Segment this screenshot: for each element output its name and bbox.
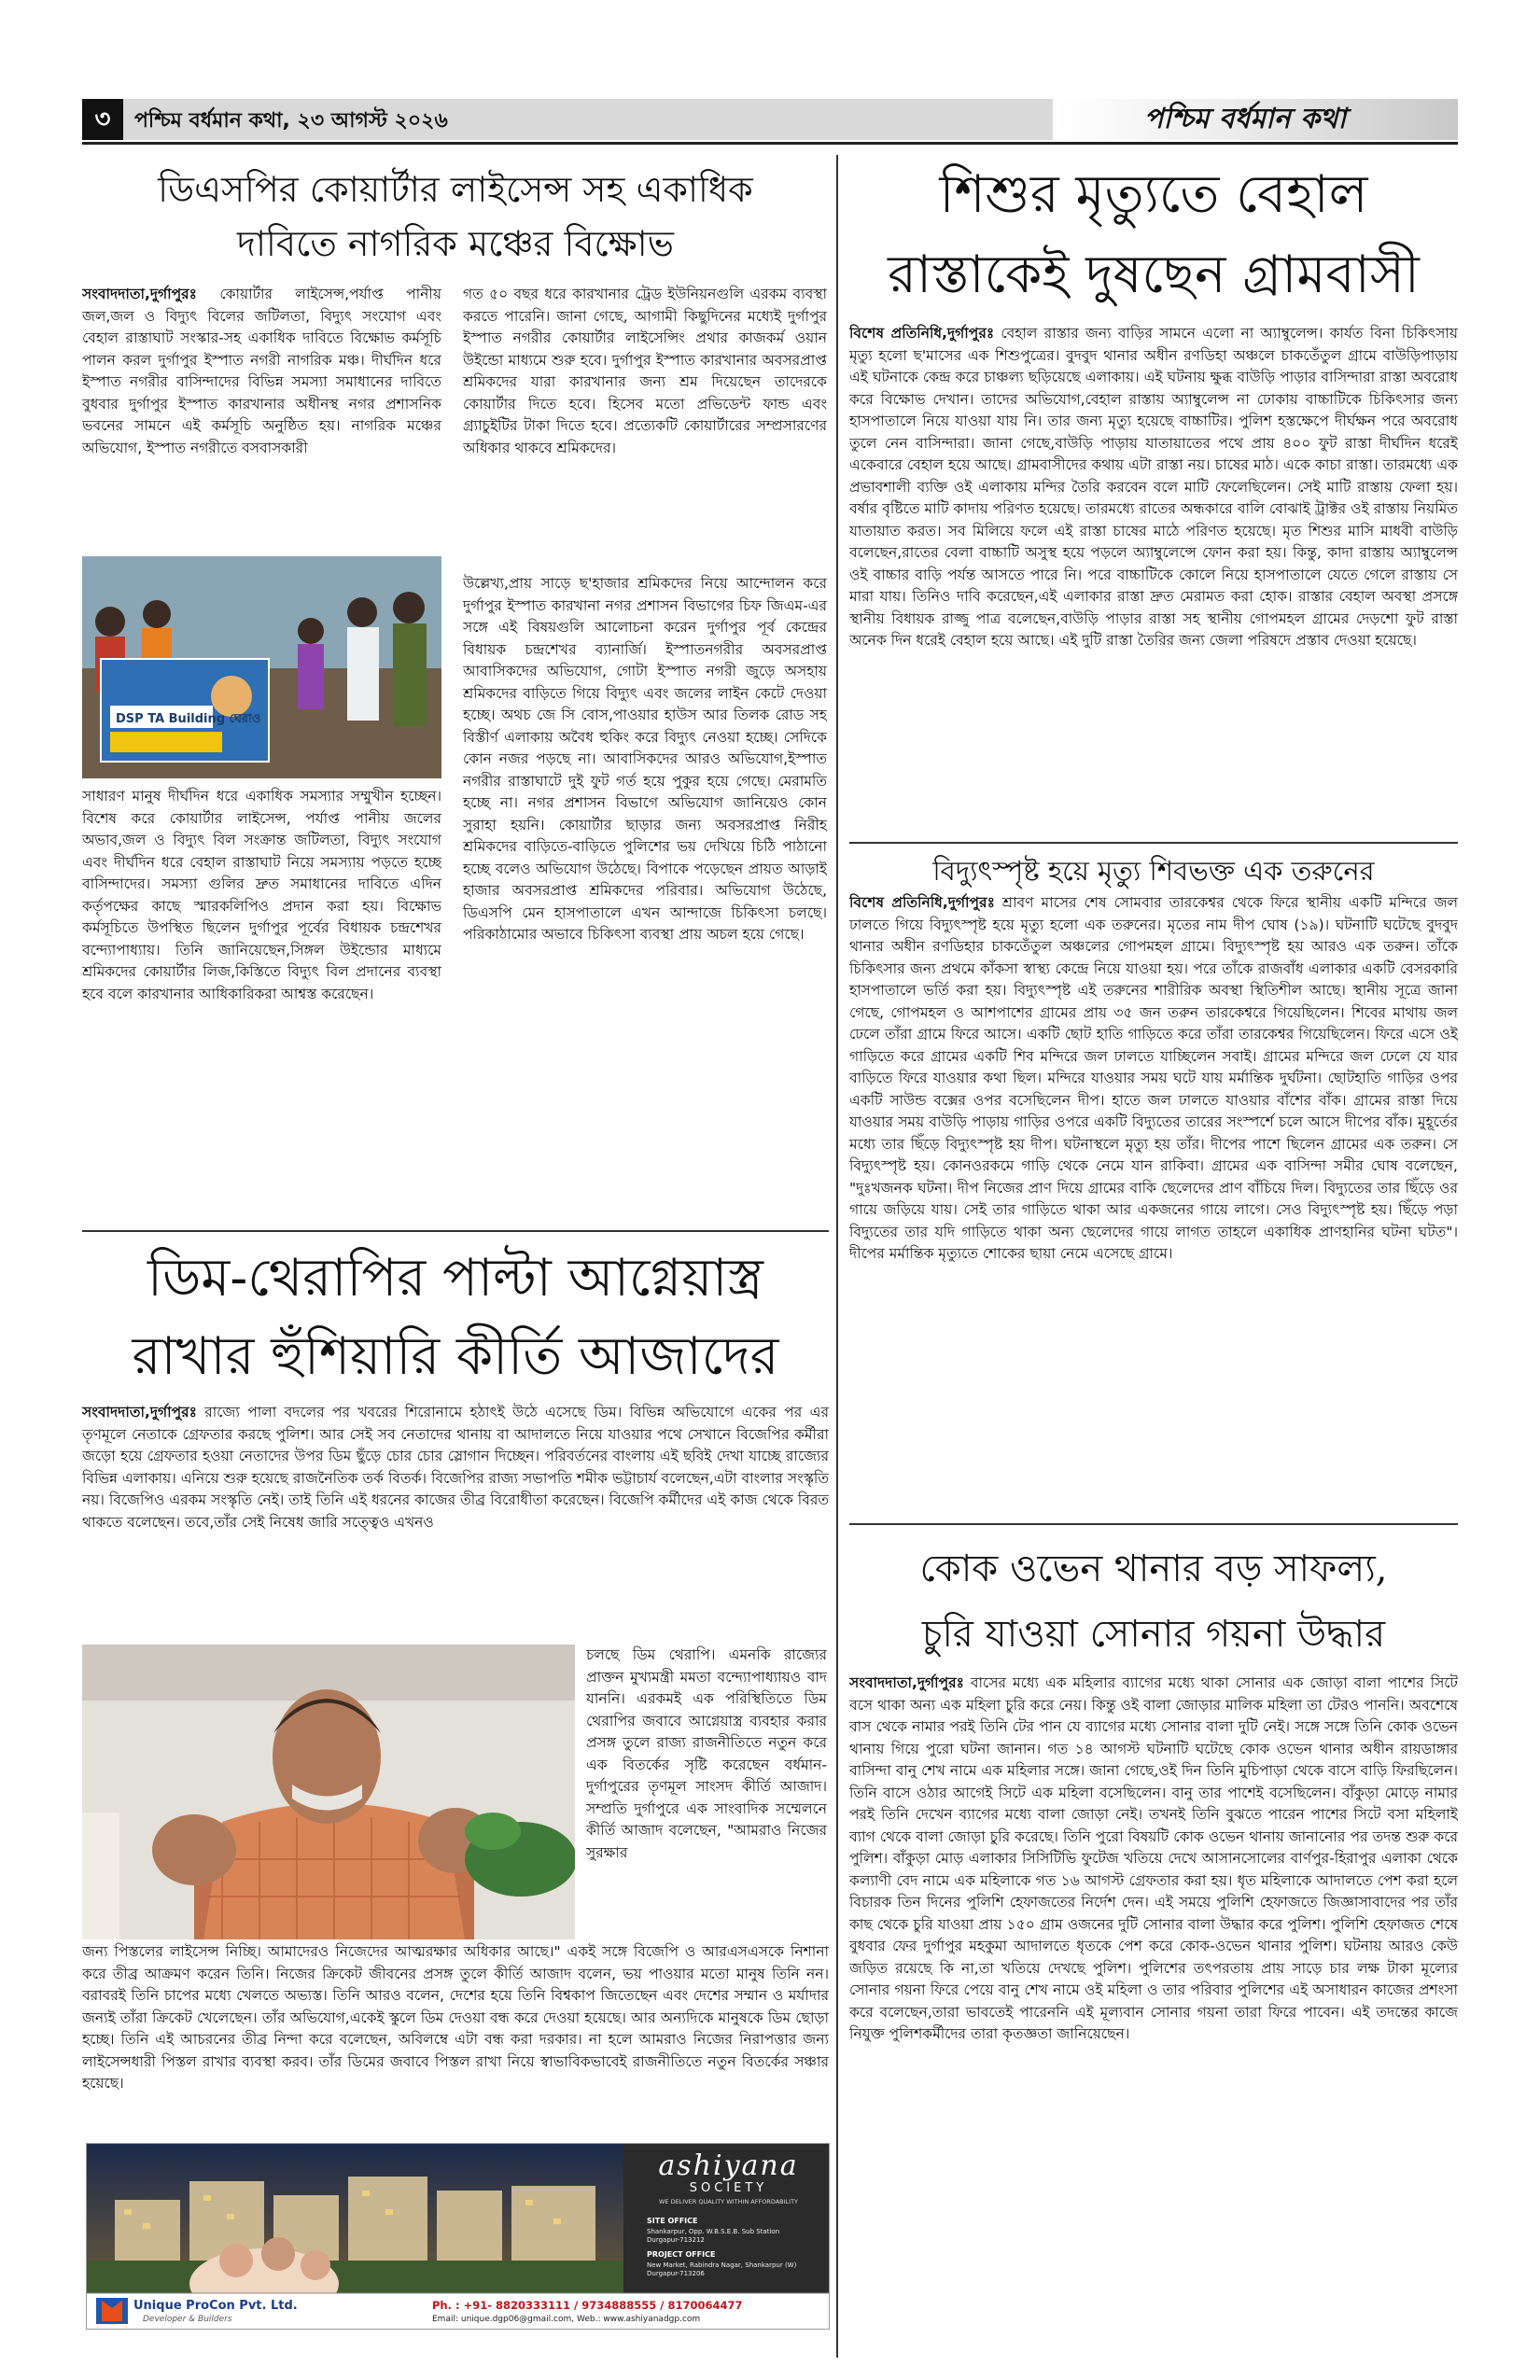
article2-bottom [82, 1941, 829, 2133]
article2-headline-line1: ডিম-থেরাপির পাল্টা আগ্নেয়াস্ত্র [147, 1248, 763, 1309]
article3-headline-line2: রাস্তাকেই দুষছেন গ্রামবাসী [888, 245, 1420, 305]
article2-kirti-azad-photo [82, 1645, 575, 1939]
ad-email: Email: unique.dgp06@gmail.com, Web.: www.ashiyanadgp.com [432, 2315, 701, 2324]
page-number: ৩ [82, 99, 123, 140]
ad-phone: Ph. : +91- 8820333111 / 9734888555 / 8170064477 [432, 2299, 743, 2312]
article2-lead: সংবাদদাতা,দুর্গাপুরঃ [82, 1404, 197, 1421]
protest-photo-svg [82, 556, 441, 778]
article4-headline-text: বিদ্যুৎস্পৃষ্ট হয়ে মৃত্যু শিবভক্ত এক তরুনের [932, 855, 1375, 887]
protest-banner-text: DSP TA Building ঘেরাও [116, 712, 261, 726]
ad-brand: ashiyana [658, 2149, 799, 2182]
article4-headline [849, 849, 1458, 892]
article3-headline [849, 155, 1458, 315]
ad-tagline: WE DELIVER QUALITY WITHIN AFFORDABILITY [658, 2198, 799, 2205]
article1-col2-bottom [463, 573, 827, 1225]
article3-body [849, 323, 1458, 834]
ad-company: Unique ProCon Pvt. Ltd. [133, 2299, 298, 2313]
article5-headline [849, 1536, 1458, 1667]
kirti-azad-photo-svg [82, 1645, 575, 1939]
ad-project-office-label: PROJECT OFFICE [647, 2250, 716, 2259]
ad-site-office-label: SITE OFFICE [647, 2217, 698, 2225]
article2-side-text: চলছে ডিম থেরাপি। এমনকি রাজ্যের প্রাক্তন মুখ্যমন্ত্রী মমতা বন্দ্যোপাধ্যায়ও বাদ যাননি। এরকমই এক পরিস্থিতিতে ডিম থেরাপির জবাবে আগ্নেয়াস্ত্র ব্যবহার করার প্রসঙ্গ তুলে রাজ্য রাজনীতিতে নতুন করে এক বিতর্কের সৃষ্টি করেছেন বর্ধমান-দুর্গাপুরের তৃণমূল সাংসদ কীর্তি আজাদ। সম্প্রতি দুর্গাপুরে এক সাংবাদিক সম্মেলনে কীর্তি আজাদ বলেছেন, "আমরাও নিজের সুরক্ষার [586, 1646, 827, 1861]
page-header [82, 99, 1458, 145]
ad-company-sub: Developer & Builders [143, 2315, 232, 2324]
article1-headline-line1: ডিএসপির কোয়ার্টার লাইসেন্স সহ একাধিক [158, 169, 753, 210]
dateline: পশ্চিম বর্ধমান কথা, ২৩ আগস্ট ২০২৬ [134, 109, 448, 133]
article5-lead: সংবাদদাতা,দুর্গাপুরঃ [849, 1674, 964, 1691]
article2-side [586, 1645, 827, 1939]
article1-col2-bottom-text: উল্লেখ্য,প্রায় সাড়ে ছ'হাজার শ্রমিকদের নিয়ে আন্দোলন করে দুর্গাপুর ইস্পাত কারখানা নগর প্রশাসন বিভাগের চিফ জিএম-এর সঙ্গে এই বিষয়গুলি আলোচনা করেন দুর্গাপুর পূর্ব কেন্দ্রের বিধায়ক চন্দ্রশেখর ব্যানার্জি। ইস্পাতনগরীর অবসরপ্রাপ্ত আবাসিকদের অভিযোগ, গোটা ইস্পাত নগরী জুড়ে অসহায় শ্রমিকদের বাড়িতে গিয়ে বিদ্যুৎ এবং জলের লাইন কেটে দেওয়া হচ্ছে। অথচ জে সি বোস,পাওয়ার হাউস আর তিলক রোড সহ বিস্তীর্ণ এলাকায় অবৈধ হুকিং করে বিদ্যুৎ নেওয়া হচ্ছে। সেদিকে কোন নজর পড়ছে না। আবাসিকদের আরও অভিযোগ,ইস্পাত নগরীর রাস্তাঘাটে দুই ফুট গর্ত হয়ে পুকুর হয়ে গেছে। মেরামতি হচ্ছে না। নগর প্রশাসন বিভাগে অভিযোগ জানিয়েও কোন সুরাহা হয়নি। কোয়ার্টার ছাড়ার জন্য অবসরপ্রাপ্ত নিরীহ শ্রমিকদের বাড়িতে-বাড়িতে পুলিশের ভয় দেখিয়ে চিঠি পাঠানো হচ্ছে বলেও অভিযোগ উঠেছে। বিপাকে পড়েছেন প্রায়ত আড়াই হাজার অবসরপ্রাপ্ত শ্রমিকদের পরিবার। অভিযোগ উঠেছে, ডিএসপি মেন হাসপাতালে এখন আন্দাজে চিকিৎসা চলছে। পরিকাঠামোর অভাবে চিকিৎসা ব্যবস্থা প্রায় অচল হয়ে গেছে। [463, 575, 827, 943]
newspaper-page [82, 99, 1458, 2358]
article5-body [849, 1673, 1458, 2345]
ad-project-office: New Market, Rabindra Nagar, Shankarpur (W) Durgapur-713206 [647, 2261, 797, 2277]
article5-headline-line2: চুরি যাওয়া সোনার গয়না উদ্ধার [921, 1613, 1386, 1656]
article2-headline-line2: রাখার হুঁশিয়ারি কীর্তি আজাদের [132, 1326, 779, 1387]
article1-bottom-rule [82, 1230, 829, 1232]
article1-protest-photo [82, 556, 441, 778]
article1-lead: সংবাদদাতা,দুর্গাপুরঃ [82, 286, 197, 302]
article3-text: বেহাল রাস্তার জন্য বাড়ির সামনে এলো না অ্যাম্বুলেন্স। কার্যত বিনা চিকিৎসায় মৃত্যু হলো ছ'মাসের এক শিশুপুত্রের। বুদবুদ থানার অধীন রণডিহা অঞ্চলে চাকতেঁতুল গ্রামে বাউড়িপাড়ায় এই ঘটনাকে কেন্দ্র করে চাঞ্চল্য ছড়িয়েছে এলাকায়। এই ঘটনায় ক্ষুব্ধ বাউড়ি পাড়ার বাসিন্দারা রাস্তা অবরোধ করে বিক্ষোভ দেখান। তাদের অভিযোগ,বেহাল রাস্তায় অ্যাম্বুলেন্স না ঢোকায় বাচ্চাটিকে চিকিৎসার জন্য হাসপাতালে নিয়ে যাওয়া যায় নি। তার জন্য মৃত্যু হয়েছে বাচ্চাটির। পুলিশ হস্তক্ষেপে দীর্ঘক্ষন পরে অবরোধ তুলে নেন বাসিন্দারা। জানা গেছে,বাউড়ি পাড়ায় যাতায়াতের পথে প্রায় ৪০০ ফুট রাস্তা দীর্ঘদিন ধরেই একেবারে বেহাল হয়ে আছে। গ্রামবাসীদের কথায় এটা রাস্তা নয়। চাষের মাঠ। একে কাচা রাস্তা। তারমধ্যে এক প্রভাবশালী ব্যক্তি ওই এলাকায় মন্দির তৈরি করবেন বলে মাটি ফেলেছিলেন। সেই মাটি রাস্তায় ফেলা হয়। বর্ষার বৃষ্টিতে মাটি কাদায় পরিণত হয়েছে। তারমধ্যে রাতের অন্ধকারে বালি বোঝাই ট্রাক্টর ওই রাস্তায় নিয়মিত যাতায়াত করত। সব মিলিয়ে ফলে এই রাস্তা চাষের মাঠে পরিণত হয়েছে। মৃত শিশুর মাসি মাধবী বাউড়ি বলেছেন,রাতের বেলা বাচ্চাটি অসুস্থ হয়ে পড়লে অ্যাম্বুলেন্সে ফোন করা হয়। কিন্তু, কাদা রাস্তায় অ্যাম্বুলেন্স ওই বাচ্চার বাড়ি পর্যন্ত আসতে পারে নি। পরে বাচ্চাটিকে কোলে নিয়ে হাসপাতালে যেতে গেলে রাস্তায় সে মারা যায়। তিনিও দাবি করেছেন,এই এলাকার রাস্তা দ্রুত মেরামত করা হোক। রাস্তার বেহাল অবস্থা প্রসঙ্গে স্থানীয় বিধায়ক রাজ্জু পাত্র বলেছেন,বাউড়ি পাড়ার রাস্তা সহ স্থানীয় গোপমহল গ্রামের দেড়শো ফুট রাস্তা অনেক দিন ধরেই বেহাল হয়ে আছে। এই দুটি রাস্তা তৈরির জন্য জেলা পরিষদে প্রস্তাব দেওয়া হয়েছে। [849, 325, 1458, 649]
ad-brand-sub: SOCIETY [689, 2181, 768, 2195]
article2-top [82, 1402, 829, 1637]
article1-headline-line2: দাবিতে নাগরিক মঞ্চের বিক্ষোভ [237, 223, 674, 264]
article5-text: বাসের মধ্যে এক মহিলার ব্যাগের মধ্যে থাকা সোনার এক জোড়া বালা পাশের সিটে বসে থাকা অন্য এক মহিলা চুরি করে নেয়। কিন্তু ওই বালা জোড়ার মালিক মহিলা তা টেরও পাননি। অবশেষে বাস থেকে নামার পরই তিনি টের পান যে ব্যাগের মধ্যে সোনার বালা দুটি নেই। সঙ্গে সঙ্গে তিনি কোক ওভেন থানায় গিয়ে পুরো ঘটনা জানান। গত ১৪ আগস্ট ঘটনাটি ঘটেছে কোক ওভেন থানার অধীন রায়ডাঙ্গার বাসিন্দা বানু শেখ নামে এক মহিলার সঙ্গে। জানা গেছে,ওই দিন তিনি মুচিপাড়া থেকে বাসে বাড়ি ফিরছিলেন। তিনি বাসে ওঠার আগেই সিটে এক মহিলা বসেছিলেন। বানু তার পাশেই বসেছিলেন। বাঁকুড়া মোড়ে নামার পরই তিনি দেখেন ব্যাগের মধ্যে বালা জোড়া নেই। তখনই তিনি বুঝতে পারেন পাশের সিটে বসা মহিলাই ব্যাগ থেকে বালা জোড়া চুরি করেছে। তিনি পুরো বিষয়টি কোক ওভেন থানায় জানানোর পর তদন্ত শুরু করে পুলিশ। বাঁকুড়া মোড় এলাকার সিসিটিভি ফুটেজ খতিয়ে দেখে আসানসোলের বার্ণপুর-হিরাপুর এলাকা থেকে কল্যাণী বেদ নামে এক মহিলাকে গত ১৬ আগস্ট গ্রেফতার করা হয়। ধৃত মহিলাকে আদালতে পেশ করা হলে বিচারক তিন দিনের পুলিশি হেফাজতের নির্দেশ দেন। এই সময়ে পুলিশি হেফাজতে জিজ্ঞাসাবাদের পর তাঁর কাছ থেকে চুরি যাওয়া প্রায় ১৫০ গ্রাম ওজনের দুটি সোনার বালা উদ্ধার করে পুলিশ। পুলিশি হেফাজত শেষে বুধবার ফের দুর্গাপুর মহকুমা আদালতে ধৃতকে পেশ করে কোক-ওভেন থানার পুলিশ। ঘটনায় আরও কেউ জড়িত রয়েছে কি না,তা খতিয়ে দেখছে পুলিশ। পুলিশের তৎপরতায় প্রায় সাড়ে চার লক্ষ টাকা মূল্যের সোনার গয়না ফিরে পেয়ে বানু শেখ নামে ওই মহিলা ও তার পরিবার পুলিশের এই অসাধারন কাজের প্রশংসা করে বলেছেন,তারা ভাবতেই পারেননি এই মূল্যবান সোনার গয়না তারা ফিরে পাবেন। এই তদন্তের কাজে নিযুক্ত পুলিশকর্মীদের তারা কৃতজ্ঞতা জানিয়েছেন। [849, 1674, 1458, 2042]
article1-col2-top [463, 284, 827, 568]
ashiyana-advertisement[interactable] [86, 2143, 830, 2330]
article3-bottom-rule [849, 842, 1458, 844]
article1-col2-top-text: গত ৫০ বছর ধরে কারখানার ট্রেড ইউনিয়নগুলি এরকম ব্যবস্থা করতে পারেনি। জানা গেছে, আগামী কিছুদিনের মধ্যেই দুর্গাপুর ইস্পাত নগরীর কোয়ার্টার লাইসেন্সিং প্রথার কাজকর্ম ওয়ান উইন্ডো মাধ্যমে শুরু হবে। দুর্গাপুর ইস্পাত কারখানার অবসরপ্রাপ্ত শ্রমিকদের যারা কারখানার জন্য শ্রম দিয়েছেন তাদেরকে কোয়ার্টার দিতে হবে। হিসেব মতো প্রভিডেন্ট ফান্ড এবং গ্র্যাচুইটির টাকা দিতে হবে। প্রত্যেকটি কোয়ার্টারের সম্প্রসারণের অধিকার থাকবে শ্রমিকদের। [463, 286, 827, 456]
article1-col1-bottom [82, 786, 441, 1225]
article4-text: শ্রাবণ মাসের শেষ সোমবার তারকেশ্বর থেকে ফিরে স্থানীয় একটি মন্দিরে জল ঢালতে গিয়ে বিদ্যুৎস্পৃষ্ট হয়ে মৃত্যু হলো এক তরুনের। মৃতের নাম দীপ ঘোষ (১৯)। ঘটনাটি ঘটেছে বুদবুদ থানার অধীন রণডিহার চাকতেঁতুল অঞ্চলের গোপমহল গ্রামে। বিদ্যুৎস্পৃষ্ট হয় আরও এক তরুন। তাঁকে চিকিৎসার জন্য প্রথমে কাঁকসা স্বাস্থ্য কেন্দ্রে নিয়ে যাওয়া হয়। পরে তাঁকে রাজবাঁধ এলাকার একটি বেসরকারি হাসপাতালে ভর্তি করা হয়। বিদ্যুৎস্পৃষ্ট এই তরুনের শারীরিক অবস্থা স্থিতিশীল আছে। স্থানীয় সূত্রে জানা গেছে, গোপমহল ও আশপাশের গ্রামের প্রায় ৩৫ জন তরুন তারকেশ্বরে গিয়েছিলেন। শিবের মাথায় জল ঢেলে তাঁরা গ্রামে ফিরে আসে। একটি ছোট হাতি গাড়িতে করে তাঁরা তারকেশ্বর গিয়েছিলেন। ফিরে এসে ওই গাড়িতে করে গ্রামের একটি শিব মন্দিরে জল ঢালতে যাচ্ছিলেন সবাই। গ্রামের মন্দিরে জল ঢেলে যে যার বাড়িতে ফিরে যাওয়ার কথা ছিল। মন্দিরে যাওয়ার সময় ঘটে যায় মর্মান্তিক দুর্ঘটনা। ছোটহাতি গাড়ির ওপর একটি সাউন্ড বক্সের ওপর বসেছিলেন দীপ। হাতে জল ঢালতে যাওয়ার বাঁশের বাঁক। গ্রামের রাস্তা দিয়ে যাওয়ার সময় বাউড়ি পাড়ায় গাড়ির ওপরে একটি বিদ্যুতের তারের সংস্পর্শে চলে আসে দীপের বাঁক। মুহূর্তের মধ্যে তার ছিঁড়ে বিদ্যুৎস্পৃষ্ট হয় দীপ। ঘটনাস্থলে মৃত্যু হয় তাঁর। দীপের পাশে ছিলেন গ্রামের এক তরুন। সে বিদ্যুৎস্পৃষ্ট হয়। কোনওরকমে গাড়ি থেকে নেমে যান রাকিবা। গ্রামের এক বাসিন্দা সমীর ঘোষ বলেছেন, "দুঃখজনক ঘটনা। দীপ নিজের প্রাণ দিয়ে গ্রামের বাকি ছেলেদের প্রাণ বাঁচিয়ে দিল। বিদ্যুতের তার ছিঁড়ে ওর গায়ে জড়িয়ে যায়। সেই তার গাড়িতে থাকা আর একজনের গায়ে লাগে। সেও বিদ্যুৎস্পৃষ্ট হয়। ছিঁড়ে পড়া বিদ্যুতের তার যদি গাড়িতে থাকা অন্য ছেলেদের গায়ে লাগত তাহলে একাধিক প্রাণহানির ঘটনা ঘটত"। দীপের মর্মান্তিক মৃত্যুতে শোকের ছায়া নেমে এসেছে গ্রামে। [849, 894, 1458, 1262]
column-divider [836, 155, 838, 2358]
masthead: পশ্চিম বর্ধমান কথা [1057, 99, 1458, 140]
article3-lead: বিশেষ প্রতিনিধি,দুর্গাপুরঃ [849, 325, 995, 342]
article1-col1-top-text: কোয়ার্টার লাইসেন্স,পর্যাপ্ত পানীয় জল,জল ও বিদ্যুৎ বিলের জটিলতা, বিদ্যুৎ সংযোগ এবং বেহাল রাস্তাঘাট সংস্কার-সহ একাধিক দাবিতে বিক্ষোভ কর্মসূচি পালন করল দুর্গাপুর ইস্পাত নগরী নাগরিক মঞ্চ। দীর্ঘদিন ধরে ইস্পাত নগরীর বাসিন্দাদের বিভিন্ন সমস্যা সমাধানের দাবিতে বুধবার দুর্গাপুর ইস্পাত কারখানার অধীনস্থ নগর প্রশাসনিক ভবনের সামনে এই কর্মসূচি অনুষ্ঠিত হয়। নাগরিক মঞ্চের অভিযোগ, ইস্পাত নগরীতে বসবাসকারী [82, 286, 441, 456]
ad-site-office: Shankarpur, Opp. W.B.S.E.B. Sub Station Durgapur-713212 [647, 2228, 780, 2244]
article4-bottom-rule [849, 1523, 1458, 1525]
article1-headline [82, 162, 829, 271]
article4-body [849, 892, 1458, 1518]
article1-col1-bottom-text: সাধারণ মানুষ দীর্ঘদিন ধরে একাধিক সমস্যার সম্মুখীন হচ্ছেন। বিশেষ করে কোয়ার্টার লাইসেন্স, পর্যাপ্ত পানীয় জলের অভাব,জল ও বিদ্যুৎ বিল সংক্রান্ত জটিলতা, বিদ্যুৎ সংযোগ এবং দীর্ঘদিন ধরে বেহাল রাস্তাঘাট নিয়ে সমস্যায় পড়তে হচ্ছে বাসিন্দাদের। সমস্যা গুলির দ্রুত সমাধানের দাবিতে এদিন কর্তৃপক্ষের কাছে স্মারকলিপিও প্রদান করা হয়। বিক্ষোভ কর্মসূচিতে উপস্থিত ছিলেন দুর্গাপুর পূর্বের বিধায়ক চন্দ্রশেখর বন্দ্যোপাধ্যায়। তিনি জানিয়েছেন,সিঙ্গল উইন্ডোর মাধ্যমে শ্রমিকদের কোয়ার্টার লিজ,কিস্তিতে বিদ্যুৎ বিল প্রদানের ব্যবস্থা হবে বলে কারখানার আধিকারিকরা আশ্বস্ত করেছেন। [82, 788, 441, 1002]
article3-headline-line1: শিশুর মৃত্যুতে বেহাল [939, 164, 1368, 225]
article2-top-text: রাজ্যে পালা বদলের পর খবরের শিরোনামে হঠাৎই উঠে এসেছে ডিম। বিভিন্ন অভিযোগে একের পর এর তৃণমূলে নেতাকে গ্রেফতার করছে পুলিশ। আর সেই সব নেতাদের থানায় বা আদালতে নিয়ে যাওয়ার পথে সেখানে বিজেপির কর্মীরা জড়ো হয়ে গ্রেফতার হওয়া নেতাদের উপর ডিম ছুঁড়ে চোর চোর স্লোগান দিচ্ছেন। পরিবর্তনের বাংলায় এই ছবিই দেখা যাচ্ছে রাজ্যের বিভিন্ন এলাকায়। এনিয়ে শুরু হয়েছে রাজনৈতিক তর্ক বিতর্ক। বিজেপির রাজ্য সভাপতি শমীক ভট্টাচার্য বলেছেন,এটা বাংলার সংস্কৃতি নয়। বিজেপিও এরকম সংস্কৃতি নেই। তাই তিনি এই ধরনের কাজের তীব্র বিরোধীতা করেছেন। বিজেপি কর্মীদের এই কাজ থেকে বিরত থাকতে বলেছেন। তবে,তাঁর সেই নিষেধ জারি সত্ত্বেও এখনও [82, 1404, 829, 1531]
article2-bottom-text: জন্য পিস্তলের লাইসেন্স নিচ্ছি। আমাদেরও নিজেদের আত্মরক্ষার অধিকার আছে।" একই সঙ্গে বিজেপি ও আরএসএসকে নিশানা করে তীব্র আক্রমণ করেন তিনি। নিজের ক্রিকেট জীবনের প্রসঙ্গ তুলে কীর্তি আজাদ বলেন, ভয় পাওয়ার মতো মানুষ তিনি নন। বরাবরই তিনি চাপের মধ্যে খেলতে অভ্যস্ত। তিনি আরও বলেন, দেশের হয়ে তিনি বিশ্বকাপ জিতেছেন এবং দেশের সম্মান ও মর্যাদার জন্যই তাঁরা ক্রিকেট খেলেছেন। তাঁর অভিযোগ,একেই স্কুলে ডিম দেওয়া বন্ধ করে দেওয়া হয়েছে। আর অন্যদিকে মানুষকে ডিম ছোড়া হচ্ছে। তিনি এই আচরনের তীব্র নিন্দা করে বলেছেন, অবিলম্বে এটা বন্ধ করা দরকার। না হলে আমরাও নিজের নিরাপত্তার জন্য লাইসেন্সধারী পিস্তল রাখার ব্যবস্থা করব। তাঁর ডিমের জবাবে পিস্তল রাখা নিয়ে স্বাভাবিকভাবেই রাজনীতিতে নতুন বিতর্কের সঞ্চার হয়েছে। [82, 1943, 829, 2092]
article5-headline-line1: কোক ওভেন থানার বড় সাফল্য, [919, 1547, 1388, 1590]
article1-col1-top [82, 284, 441, 550]
article2-headline [82, 1239, 829, 1396]
article4-lead: বিশেষ প্রতিনিধি,দুর্গাপুরঃ [849, 894, 995, 911]
